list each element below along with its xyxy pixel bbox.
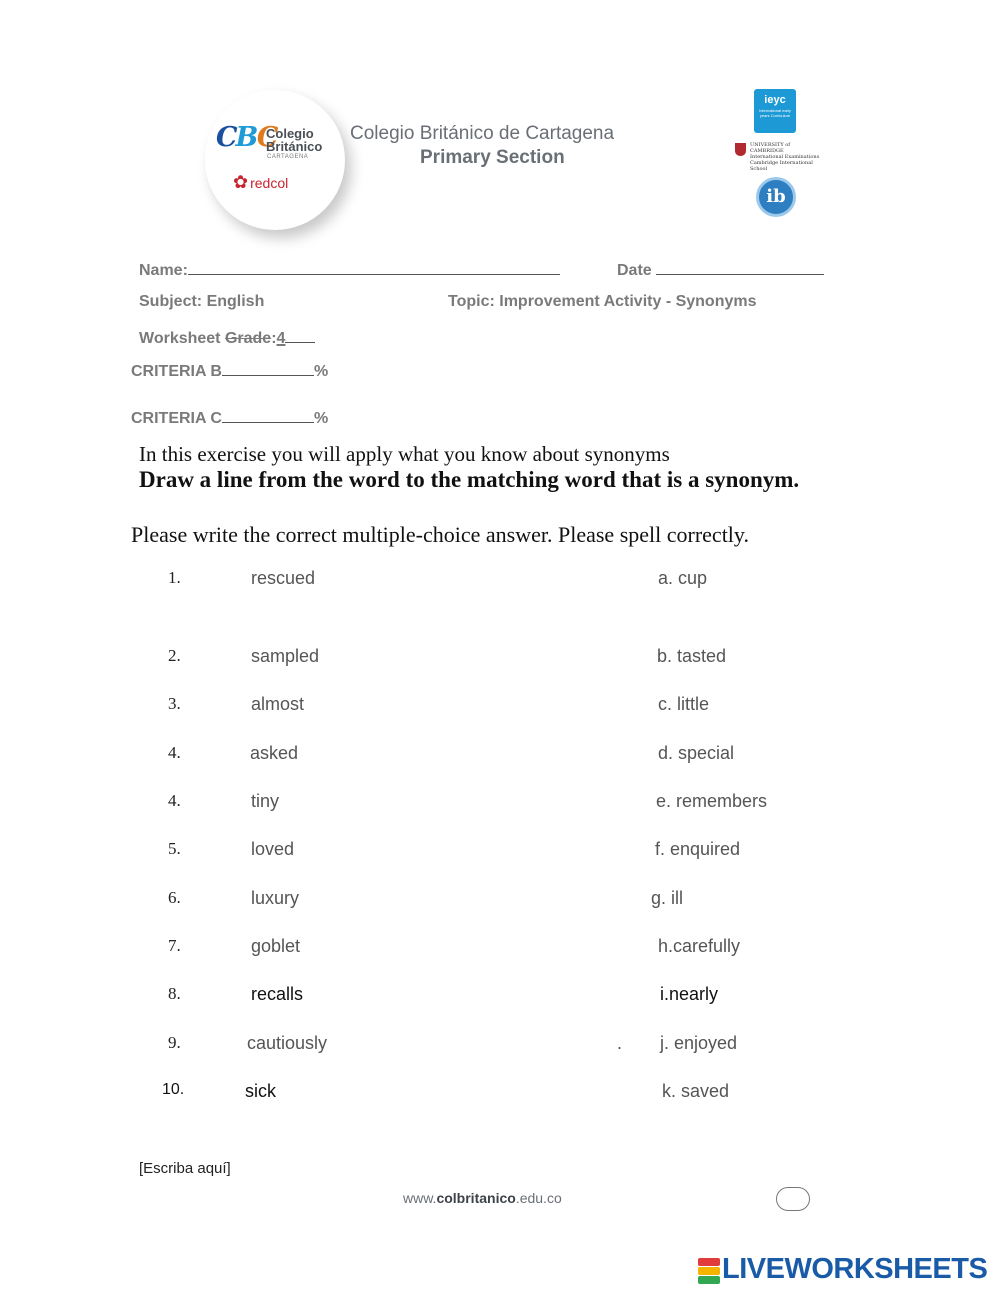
item-number: 7. [168,936,181,955]
ieyc-logo: ieyc International early years Curriculum [754,89,796,133]
option-item[interactable]: b. tasted [657,646,727,666]
item-number: 1. [168,568,181,587]
redcol-logo: ✿ redcol [233,172,289,192]
option-item[interactable]: k. saved [662,1081,730,1101]
topic-label: Topic: Improvement Activity - Synonyms [448,293,757,310]
name-field[interactable]: Name: [139,260,560,280]
option-item[interactable]: e. remembers [656,791,768,811]
criteria-c-field[interactable]: CRITERIA C % [131,410,329,427]
bold-instruction: Draw a line from the word to the matching word that is a synonym. [139,467,800,492]
item-number: 8. [168,984,181,1003]
item-word: tiny [251,791,280,811]
criteria-b-field[interactable]: CRITERIA B % [131,363,329,380]
cambridge-logo-text: UNIVERSITY of CAMBRIDGE International Examinations Cambridge International School [750,142,820,172]
option-item[interactable]: f. enquired [655,839,741,859]
school-logo-name: Colegio Británico [266,126,323,154]
item-number: 2. [168,646,181,665]
date-field[interactable]: Date [617,260,824,280]
liveworksheets-logo-icon [698,1258,720,1284]
item-number: 6. [168,888,181,907]
intro-text: In this exercise you will apply what you know about synonyms [139,442,670,466]
item-word: asked [250,743,299,763]
item-word: goblet [251,936,301,956]
answer-instruction: Please write the correct multiple-choice answer. Please spell correctly. [131,522,749,547]
item-number: 5. [168,839,181,858]
cambridge-crest-icon [735,143,746,156]
option-item[interactable]: h.carefully [658,936,741,956]
school-logo-badge [205,90,345,230]
item-word: sick [245,1081,276,1101]
option-item[interactable]: g. ill [651,888,684,908]
item-word: almost [251,694,305,714]
section-title: Primary Section [420,147,565,168]
subject-label: Subject: English [139,293,265,310]
school-website: www.colbritanico.edu.co [403,1190,562,1206]
escriba-placeholder[interactable]: [Escriba aquí] [139,1160,231,1177]
option-item[interactable]: j. enjoyed [660,1033,738,1053]
school-title: Colegio Británico de Cartagena [350,123,615,144]
item-number: 9. [168,1033,181,1052]
item-word: rescued [251,568,316,588]
option-item[interactable]: a. cup [658,568,708,588]
liveworksheets-brand[interactable]: LIVEWORKSHEETS [722,1253,988,1285]
item-number: 4. [168,791,181,810]
item-number: 10. [162,1081,185,1098]
item-number: 3. [168,694,181,713]
page-oval-shape [776,1187,810,1211]
ib-logo: ib [756,177,796,217]
option-item[interactable]: i.nearly [660,984,719,1004]
item-word: luxury [251,888,300,908]
worksheet-grade: Worksheet Grade:4 [139,328,315,348]
school-logo-letters: CBC [216,122,277,153]
item-word: loved [251,839,295,859]
item-word: sampled [251,646,320,666]
item-word: cautiously [247,1033,328,1053]
school-logo-city: CARTAGENA [267,154,309,160]
redcol-flower-icon: ✿ [233,172,249,192]
item-number: 4. [168,743,181,762]
stray-dot: . [617,1033,623,1053]
option-item[interactable]: c. little [658,694,710,714]
option-item[interactable]: d. special [658,743,735,763]
item-word: recalls [251,984,304,1004]
